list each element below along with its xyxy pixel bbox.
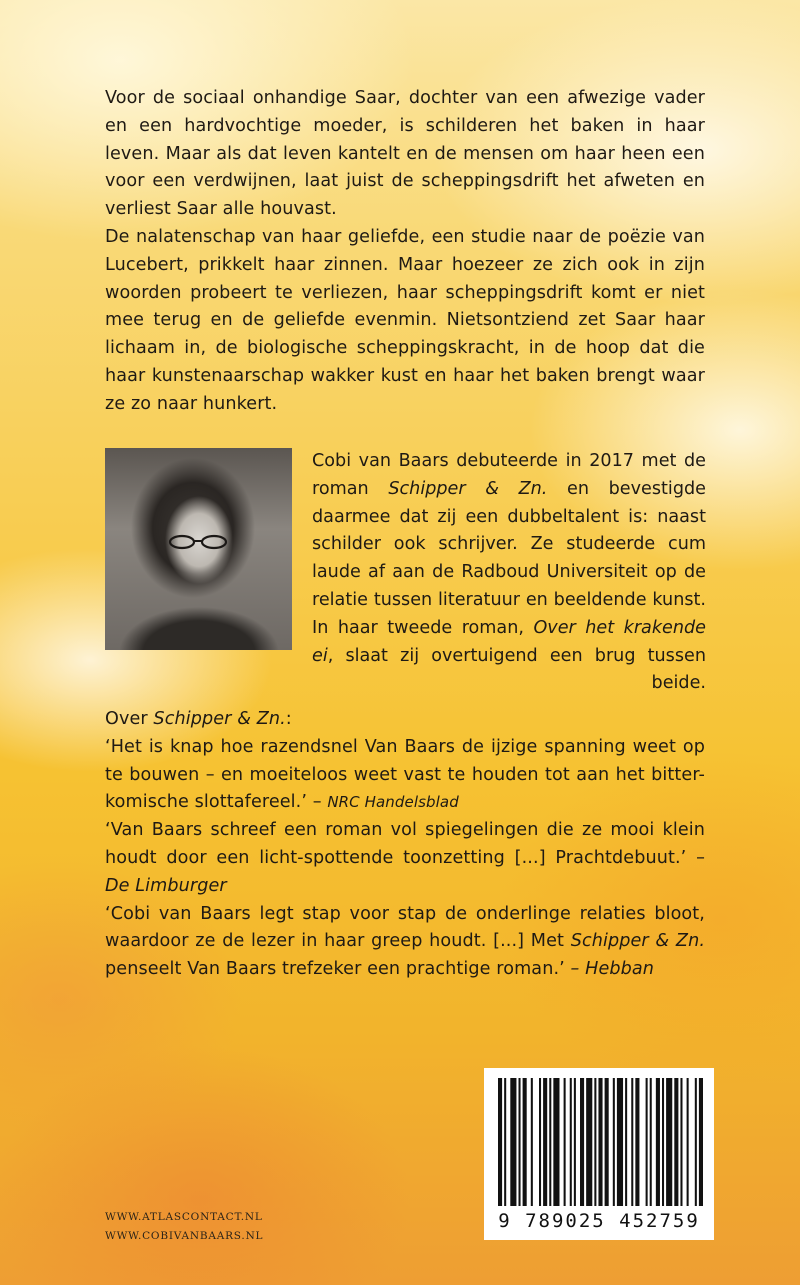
bio-text-2: en bevestigde daarmee dat zij een dubbeltalent is: naast schilder ook schrijver. Ze studeerde cum laude af aan de Radboud Universiteit op de relatie tussen literatuur en beeldende kunst. In haar tweede roman, [312, 478, 706, 638]
barcode-bar [666, 1078, 672, 1206]
barcode-bars [494, 1078, 704, 1210]
barcode-bar [650, 1078, 652, 1206]
review-quote [105, 901, 705, 984]
review-1-text: ‘Het is knap hoe razendsnel Van Baars de ijzige spanning weet op te bouwen – en moeiteloos weet vast te houden tot aan het bitter-komische slottafereel.’ – [105, 736, 705, 813]
website-links [105, 1208, 263, 1246]
barcode-bar [594, 1078, 596, 1206]
barcode-bar [523, 1078, 527, 1206]
review-1-source: NRC Handelsblad [327, 793, 459, 812]
barcode-bar [635, 1078, 639, 1206]
barcode-bar [549, 1078, 551, 1206]
reviews-heading [105, 706, 705, 734]
barcode-bar [510, 1078, 516, 1206]
review-2-source: De Limburger [105, 875, 227, 896]
barcode-bar [586, 1078, 592, 1206]
barcode-bar [519, 1078, 521, 1206]
review-3-source: – Hebban [570, 959, 655, 980]
review-3-text-2: penseelt Van Baars trefzeker een prachtige roman.’ [105, 959, 571, 980]
barcode-bar [631, 1078, 633, 1206]
barcode-bar [598, 1078, 602, 1206]
author-website: WWW.COBIVANBAARS.NL [105, 1230, 264, 1242]
publisher-website: WWW.ATLASCONTACT.NL [105, 1211, 263, 1223]
blurb-paragraph-1: Voor de sociaal onhandige Saar, dochter van een afwezige vader en een hardvochtige moeder, is schilderen het baken in haar leven. Maar als dat leven kantelt en de mensen om haar heen een voor een verdwijnen, laat juist de scheppingsdrift het afweten en verliest Saar alle houvast. [105, 88, 705, 220]
barcode-bar [543, 1078, 547, 1206]
barcode-bar [695, 1078, 697, 1206]
barcode-bar [570, 1078, 572, 1206]
review-quote [105, 734, 705, 817]
barcode-bar [531, 1078, 533, 1206]
barcode-bar [625, 1078, 627, 1206]
glasses-shape [168, 534, 230, 550]
second-novel-title: Over het krakende ei [312, 617, 706, 666]
barcode-bar [656, 1078, 660, 1206]
barcode-bar [498, 1078, 502, 1206]
reviews-heading-suffix: : [285, 709, 292, 729]
reviews-heading-prefix: Over [105, 709, 154, 729]
barcode-bar [613, 1078, 615, 1206]
barcode-bar [564, 1078, 566, 1206]
barcode-bar [646, 1078, 648, 1206]
debut-title: Schipper & Zn. [388, 478, 548, 499]
isbn-number: 9 789025 452759 [498, 1210, 700, 1232]
barcode-bar [699, 1078, 703, 1206]
barcode-bar [553, 1078, 559, 1206]
author-bio [312, 448, 706, 698]
bio-text-1: Cobi van Baars debuteerde in 2017 met de roman [312, 451, 706, 499]
barcode-bar [580, 1078, 584, 1206]
reviews-heading-title: Schipper & Zn. [153, 709, 286, 729]
barcode-bar [539, 1078, 541, 1206]
barcode-bar [504, 1078, 506, 1206]
author-photo [105, 448, 292, 650]
bio-text-3: , slaat zij overtuigend een brug tussen beide. [327, 645, 706, 694]
barcode-bar [574, 1078, 576, 1206]
reviews-section [105, 706, 705, 984]
barcode-bar [687, 1078, 689, 1206]
blurb-paragraph-2: De nalatenschap van haar geliefde, een studie naar de poëzie van Lucebert, prikkelt haar zinnen. Maar hoezeer ze zich ook in zijn woorden probeert te verliezen, haar scheppingsdrift komt er niet mee terug en de geliefde evenmin. Nietsontziend zet Saar haar lichaam in, de biologische scheppingskracht, in de hoop dat die haar kunstenaarschap wakker kust en haar het baken brengt waar ze zo naar hunkert. [105, 226, 705, 414]
back-cover-blurb [105, 85, 705, 419]
barcode-bar [617, 1078, 623, 1206]
review-3-title: Schipper & Zn. [570, 931, 706, 952]
barcode-bar [680, 1078, 682, 1206]
barcode-bar [674, 1078, 678, 1206]
review-3-text-1: ‘Cobi van Baars legt stap voor stap de onderlinge relaties bloot, waardoor ze de lezer in haar greep houdt. [...] Met [105, 903, 705, 952]
barcode-bar [662, 1078, 664, 1206]
review-quote [105, 817, 705, 900]
barcode-bar [605, 1078, 609, 1206]
review-2-text: ‘Van Baars schreef een roman vol spiegelingen die ze mooi klein houdt door een licht-spottende toonzetting [...] Prachtdebuut.’ – [105, 820, 705, 868]
isbn-barcode [484, 1068, 714, 1240]
